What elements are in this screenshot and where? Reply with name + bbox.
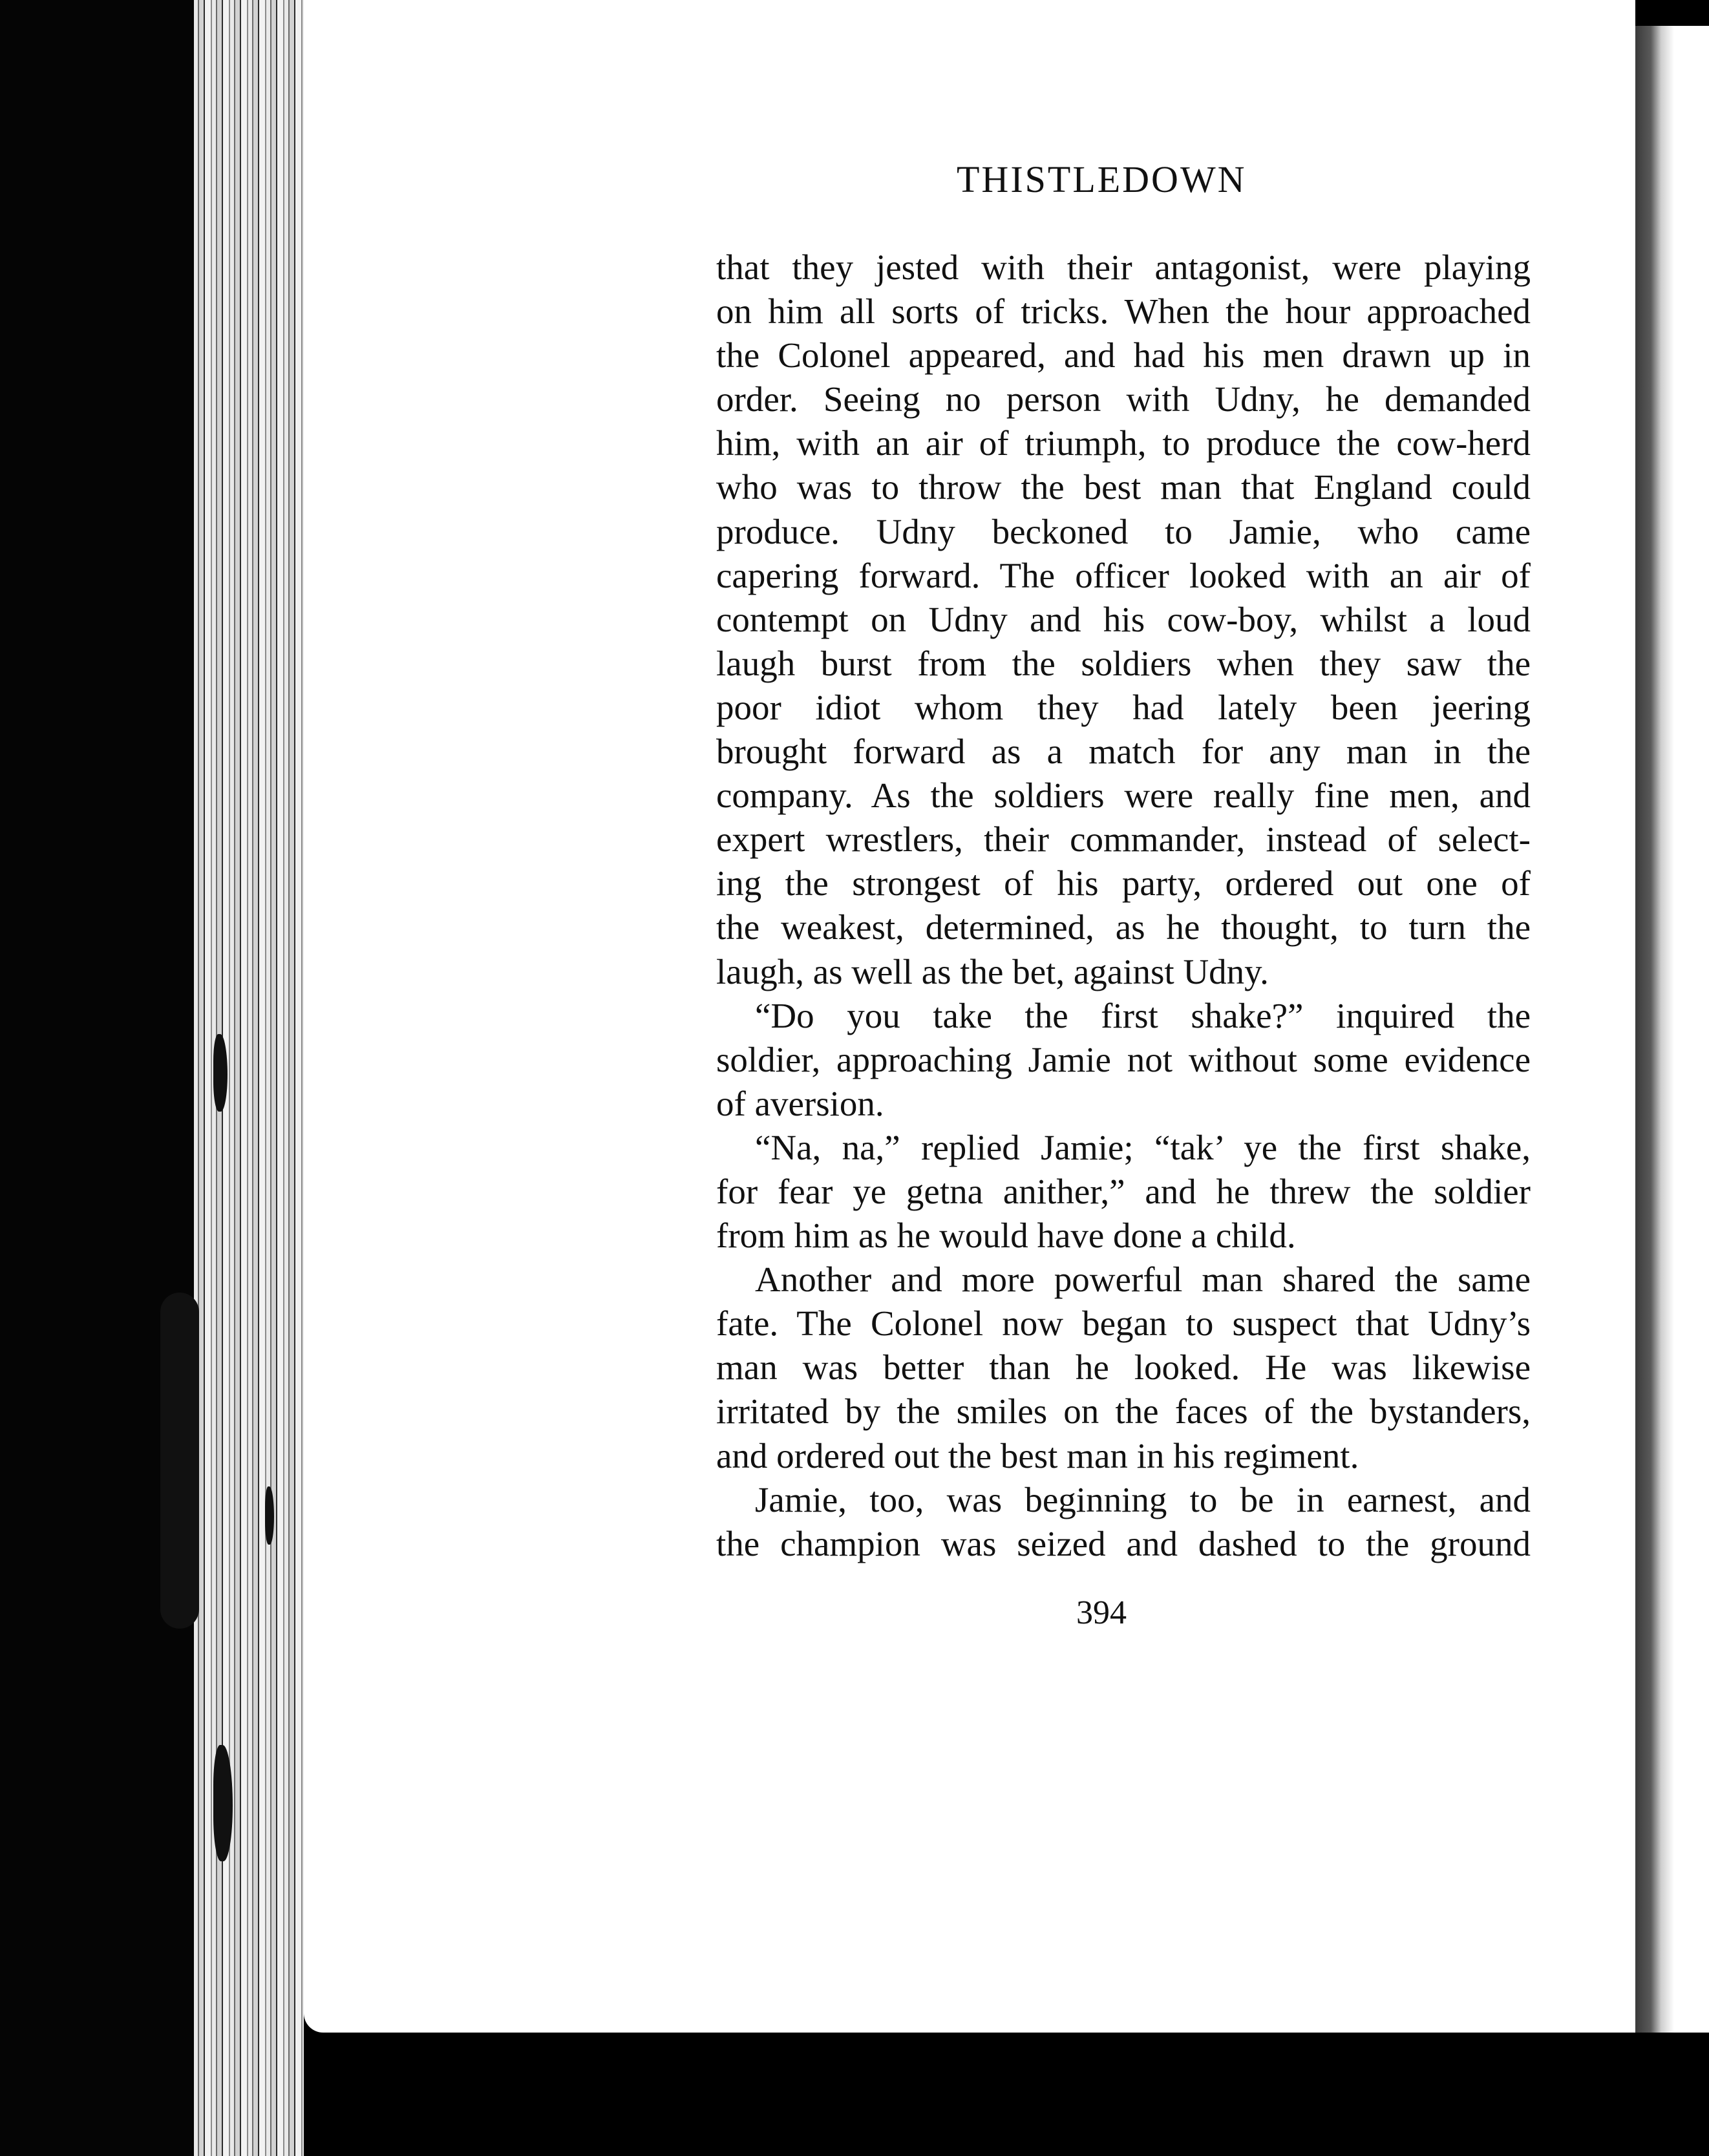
book-gutter xyxy=(0,0,194,2156)
paragraph xyxy=(716,246,1531,994)
text-line: man was better than he looked. He was likewise xyxy=(716,1348,1531,1388)
text-line: who was to throw the best man that England could xyxy=(716,467,1531,507)
page-edge-damage xyxy=(265,1486,274,1545)
text-line: the weakest, determined, as he thought, to turn the xyxy=(716,907,1531,947)
text-line: and ordered out the best man in his regiment. xyxy=(716,1435,1359,1475)
paragraph xyxy=(716,1126,1531,1258)
text-line: capering forward. The officer looked with an air of xyxy=(716,555,1531,595)
text-line: the Colonel appeared, and had his men drawn up in xyxy=(716,335,1531,375)
text-line: fate. The Colonel now began to suspect that Udny’s xyxy=(716,1304,1531,1344)
left-page-edges xyxy=(194,0,304,2156)
text-line: expert wrestlers, their commander, instead of select- xyxy=(716,819,1531,860)
text-line: laugh burst from the soldiers when they saw the xyxy=(716,643,1531,683)
text-line: that they jested with their antagonist, were playing xyxy=(716,248,1531,287)
running-head: THISTLEDOWN xyxy=(957,158,1247,200)
text-line: poor idiot whom they had lately been jeering xyxy=(716,687,1531,727)
page-edge-damage xyxy=(213,1034,228,1112)
text-line: of aversion. xyxy=(716,1083,884,1123)
text-line: company. As the soldiers were really fine men, and xyxy=(716,776,1531,816)
text-line: the champion was seized and dashed to the ground xyxy=(716,1523,1531,1563)
text-line: order. Seeing no person with Udny, he demanded xyxy=(716,379,1531,419)
text-line: “Do you take the first shake?” inquired the xyxy=(755,995,1531,1035)
text-line: him, with an air of triumph, to produce the cow-herd xyxy=(716,423,1531,463)
text-line: “Na, na,” replied Jamie; “tak’ ye the first shake, xyxy=(755,1127,1531,1167)
text-line: contempt on Udny and his cow-boy, whilst a loud xyxy=(716,599,1531,639)
page-edge-damage xyxy=(160,1293,199,1629)
paragraph xyxy=(716,1478,1531,1566)
text-line: produce. Udny beckoned to Jamie, who came xyxy=(716,511,1531,551)
paragraph xyxy=(716,1258,1531,1477)
text-line: brought forward as a match for any man in the xyxy=(716,732,1531,772)
page-number: 394 xyxy=(1076,1594,1127,1631)
text-line: for fear ye getna anither,” and he threw the soldier xyxy=(716,1171,1531,1211)
text-line: ing the strongest of his party, ordered out one of xyxy=(716,863,1531,904)
text-line: Another and more powerful man shared the same xyxy=(755,1260,1531,1300)
facing-page-edge xyxy=(1635,26,1709,2033)
text-line: on him all sorts of tricks. When the hour approached xyxy=(716,291,1531,332)
text-line: irritated by the smiles on the faces of the bystanders, xyxy=(716,1391,1531,1432)
text-line: laugh, as well as the bet, against Udny. xyxy=(716,951,1269,991)
text-line: from him as he would have done a child. xyxy=(716,1216,1296,1256)
text-line: Jamie, too, was beginning to be in earnest, and xyxy=(755,1479,1531,1519)
paragraph xyxy=(716,994,1531,1126)
text-line: soldier, approaching Jamie not without some evidence xyxy=(716,1039,1531,1079)
body-text xyxy=(716,246,1531,1566)
